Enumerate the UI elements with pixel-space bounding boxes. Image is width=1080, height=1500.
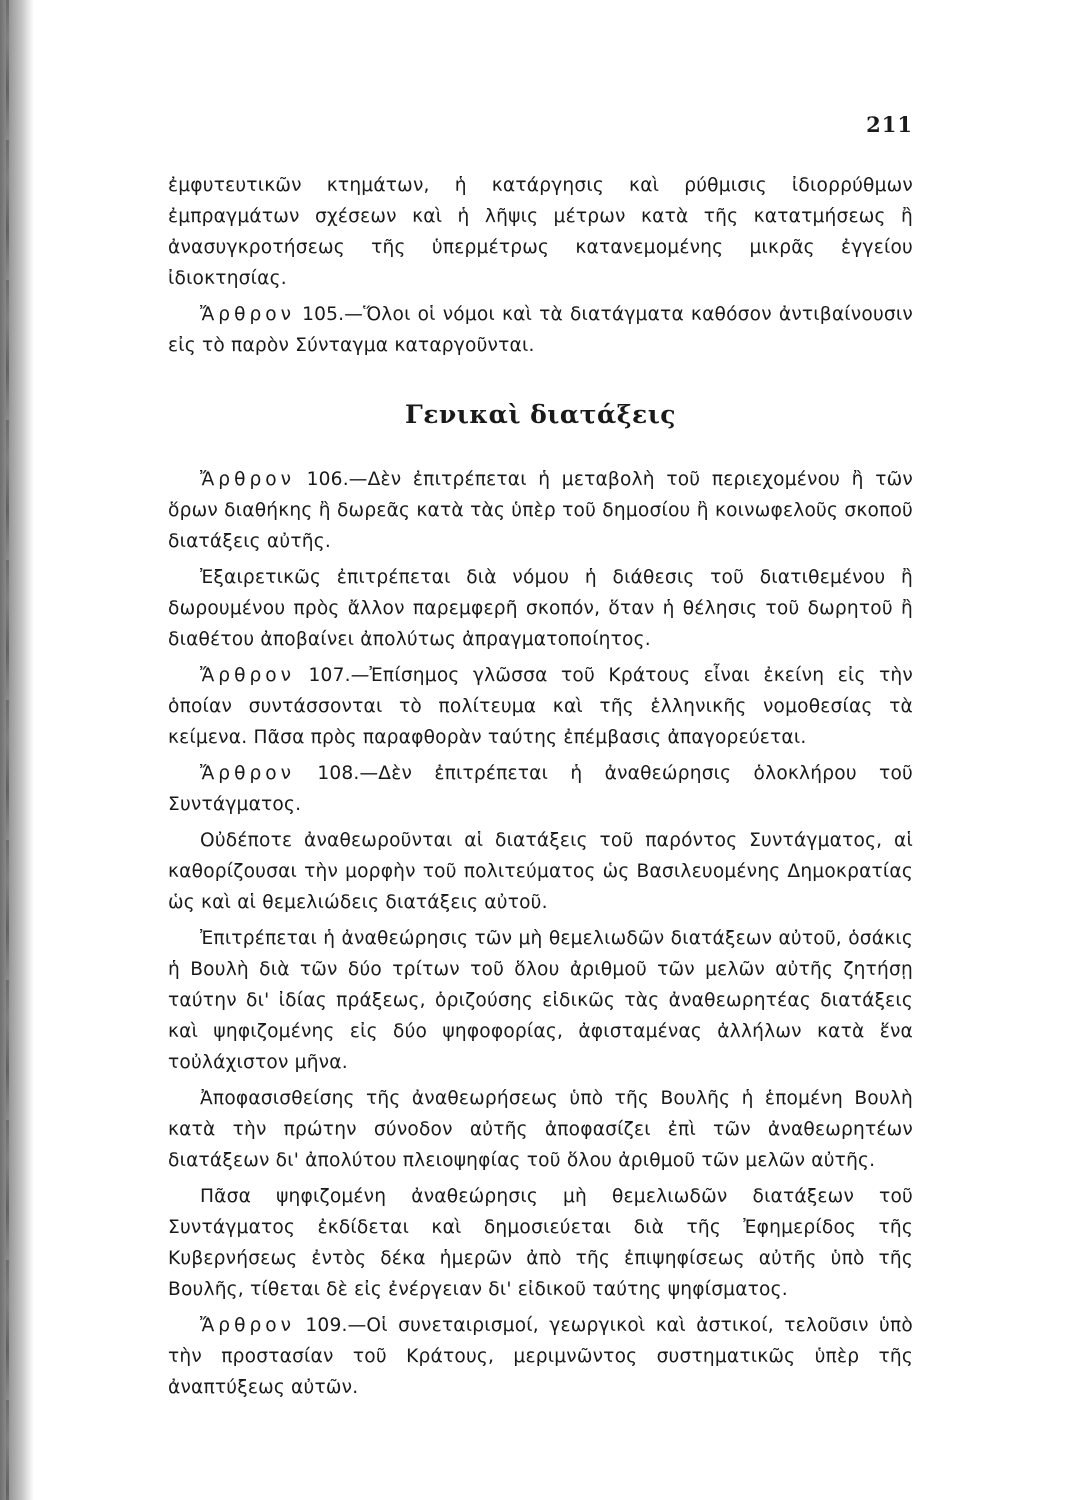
article-text: 108.—Δὲν ἐπιτρέπεται ἡ ἀναθεώρησις ὁλοκλήρου τοῦ Συντάγματος. <box>168 763 913 815</box>
article-107 <box>168 660 913 753</box>
section-heading: Γενικαὶ διατάξεις <box>404 400 677 429</box>
paragraph: Ἐπιτρέπεται ἡ ἀναθεώρησις τῶν μὴ θεμελιωδῶν διατάξεων αὐτοῦ, ὁσάκις ἡ Βουλὴ διὰ τῶν δύο τρίτων τοῦ ὅλου ἀριθμοῦ τῶν μελῶν αὐτῆς ζητήσῃ ταύτην δι' ἰδίας πράξεως, ὁριζούσης εἰδικῶς τὰς ἀναθεωρητέας διατάξεις καὶ ψηφιζομένης εἰς δύο ψηφοφορίας, ἀφισταμένας ἀλλήλων κατὰ ἕνα τοὐλάχιστον μῆνα. <box>168 928 913 1073</box>
paragraph: Οὐδέποτε ἀναθεωροῦνται αἱ διατάξεις τοῦ παρόντος Συντάγματος, αἱ καθορίζουσαι τὴν μορφὴν τοῦ πολιτεύματος ὡς Βασιλευομένης Δημοκρατίας ὡς καὶ αἱ θεμελιώδεις διατάξεις αὐτοῦ. <box>168 830 913 913</box>
article-label: Ἄρθρον <box>200 763 296 784</box>
body-text <box>168 170 913 1408</box>
article-106 <box>168 464 913 557</box>
article-label: Ἄρθρον <box>200 304 296 325</box>
article-text: 105.—Ὅλοι οἱ νόμοι καὶ τὰ διατάγματα καθόσον ἀντιβαίνουσιν εἰς τὸ παρὸν Σύνταγμα καταργοῦνται. <box>168 304 913 356</box>
article-label: Ἄρθρον <box>200 1315 296 1336</box>
article-text: 106.—Δὲν ἐπιτρέπεται ἡ μεταβολὴ τοῦ περιεχομένου ἢ τῶν ὅρων διαθήκης ἢ δωρεᾶς κατὰ τὰς ὑπὲρ τοῦ δημοσίου ἢ κοινωφελοῦς σκοποῦ διατάξεις αὐτῆς. <box>168 469 913 552</box>
article-label: Ἄρθρον <box>200 665 296 686</box>
article-109 <box>168 1310 913 1403</box>
article-text: 107.—Ἐπίσημος γλῶσσα τοῦ Κράτους εἶναι ἐκείνη εἰς τὴν ὁποίαν συντάσσονται τὸ πολίτευμα καὶ τῆς ἑλληνικῆς νομοθεσίας τὰ κείμενα. Πᾶσα πρὸς παραφθορὰν ταύτης ἐπέμβασις ἀπαγορεύεται. <box>168 665 913 748</box>
paragraph: Ἀποφασισθείσης τῆς ἀναθεωρήσεως ὑπὸ τῆς Βουλῆς ἡ ἑπομένη Βουλὴ κατὰ τὴν πρώτην σύνοδον αὐτῆς ἀποφασίζει ἐπὶ τῶν ἀναθεωρητέων διατάξεων δι' ἀπολύτου πλειοψηφίας τοῦ ὅλου ἀριθμοῦ τῶν μελῶν αὐτῆς. <box>168 1088 913 1171</box>
paragraph: Πᾶσα ψηφιζομένη ἀναθεώρησις μὴ θεμελιωδῶν διατάξεων τοῦ Συντάγματος ἐκδίδεται καὶ δημοσιεύεται διὰ τῆς Ἐφημερίδος τῆς Κυβερνήσεως ἐντὸς δέκα ἡμερῶν ἀπὸ τῆς ἐπιψηφίσεως αὐτῆς ὑπὸ τῆς Βουλῆς, τίθεται δὲ εἰς ἐνέργειαν δι' εἰδικοῦ ταύτης ψηφίσματος. <box>168 1186 913 1300</box>
scan-binding-edge <box>0 0 34 1500</box>
article-text: 109.—Οἱ συνεταιρισμοί, γεωργικοὶ καὶ ἀστικοί, τελοῦσιν ὑπὸ τὴν προστασίαν τοῦ Κράτους, μεριμνῶντος συστηματικῶς ὑπὲρ τῆς ἀναπτύξεως αὐτῶν. <box>168 1315 913 1398</box>
article-105 <box>168 299 913 361</box>
page-number: 211 <box>866 112 913 137</box>
paragraph-continued: ἐμφυτευτικῶν κτημάτων, ἡ κατάργησις καὶ ρύθμισις ἰδιορρύθμων ἐμπραγμάτων σχέσεων καὶ ἡ λῆψις μέτρων κατὰ τῆς κατατμήσεως ἢ ἀνασυγκροτήσεως τῆς ὑπερμέτρως κατανεμομένης μικρᾶς ἐγγείου ἰδιοκτησίας. <box>168 175 913 289</box>
article-label: Ἄρθρον <box>200 469 296 490</box>
paragraph: Ἐξαιρετικῶς ἐπιτρέπεται διὰ νόμου ἡ διάθεσις τοῦ διατιθεμένου ἢ δωρουμένου πρὸς ἄλλον παρεμφερῆ σκοπόν, ὅταν ἡ θέλησις τοῦ δωρητοῦ ἢ διαθέτου ἀποβαίνει ἀπολύτως ἀπραγματοποίητος. <box>168 567 913 650</box>
article-108 <box>168 758 913 820</box>
